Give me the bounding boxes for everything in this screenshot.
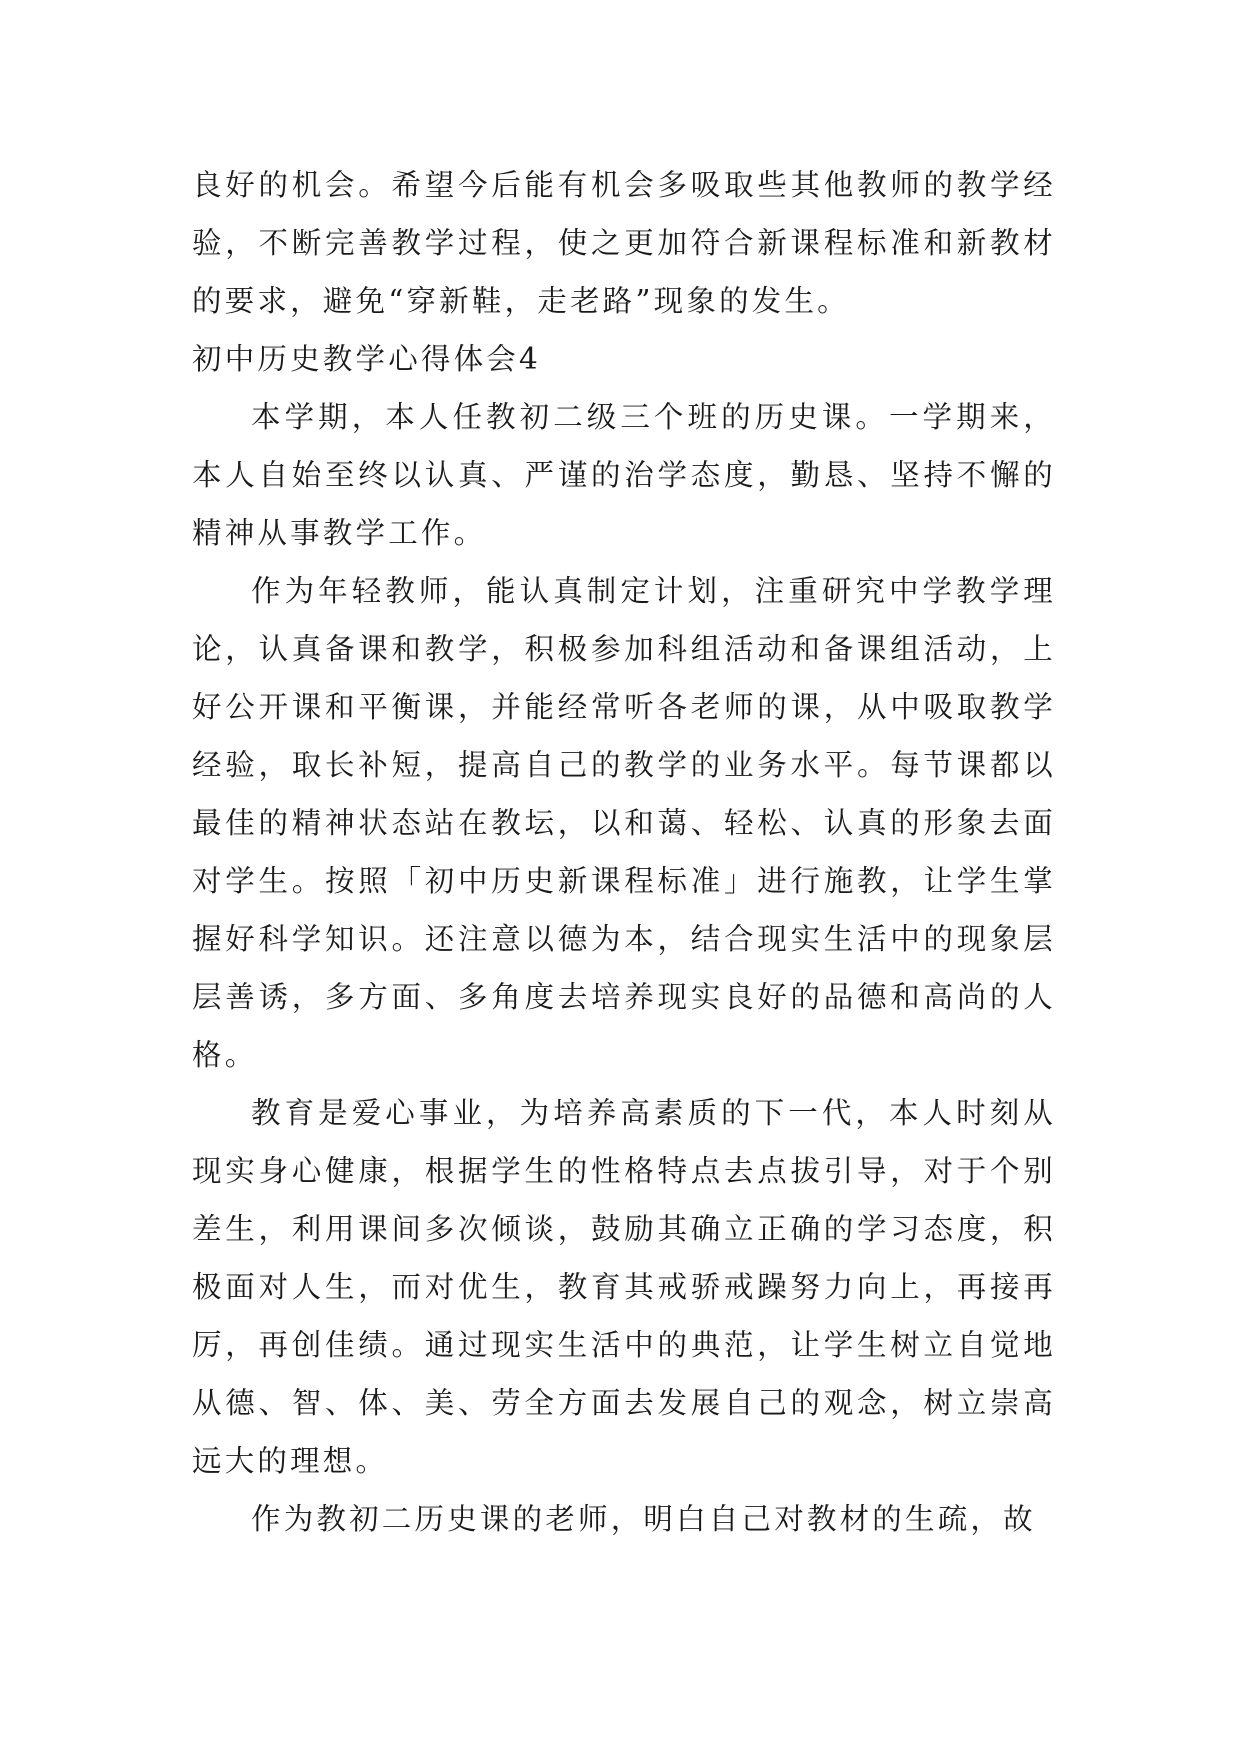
paragraph: 作为教初二历史课的老师，明白自己对教材的生疏，故	[251, 1502, 1036, 1536]
paragraph: 教育是爱心事业，为培养高素质的下一代，本人时刻从现实身心健康，根据学生的性格特点去点拔引导，对于个别差生，利用课间多次倾谈，鼓励其确立正确的学习态度，积极面对人生，而对优生，教育其戒骄戒躁努力向上，再接再厉，再创佳绩。通过现实生活中的典范，让学生树立自觉地从德、智、体、美、劳全方面去发展自己的观念，树立崇高远大的理想。	[192, 1096, 1056, 1478]
paragraph: 本学期，本人任教初二级三个班的历史课。一学期来，本人自始至终以认真、严谨的治学态度，勤恳、坚持不懈的精神从事教学工作。	[192, 400, 1056, 550]
paragraph-continued: 良好的机会。希望今后能有机会多吸取些其他教师的教学经验，不断完善教学过程，使之更加符合新课程标准和新教材的要求，避免“穿新鞋，走老路”现象的发生。	[192, 168, 1056, 318]
section-heading: 初中历史教学心得体会4	[192, 342, 541, 376]
paragraph: 作为年轻教师，能认真制定计划，注重研究中学教学理论，认真备课和教学，积极参加科组活动和备课组活动，上好公开课和平衡课，并能经常听各老师的课，从中吸取教学经验，取长补短，提高自己的教学的业务水平。每节课都以最佳的精神状态站在教坛，以和蔼、轻松、认真的形象去面对学生。按照「初中历史新课程标准」进行施教，让学生掌握好科学知识。还注意以德为本，结合现实生活中的现象层层善诱，多方面、多角度去培养现实良好的品德和高尚的人格。	[192, 574, 1056, 1072]
